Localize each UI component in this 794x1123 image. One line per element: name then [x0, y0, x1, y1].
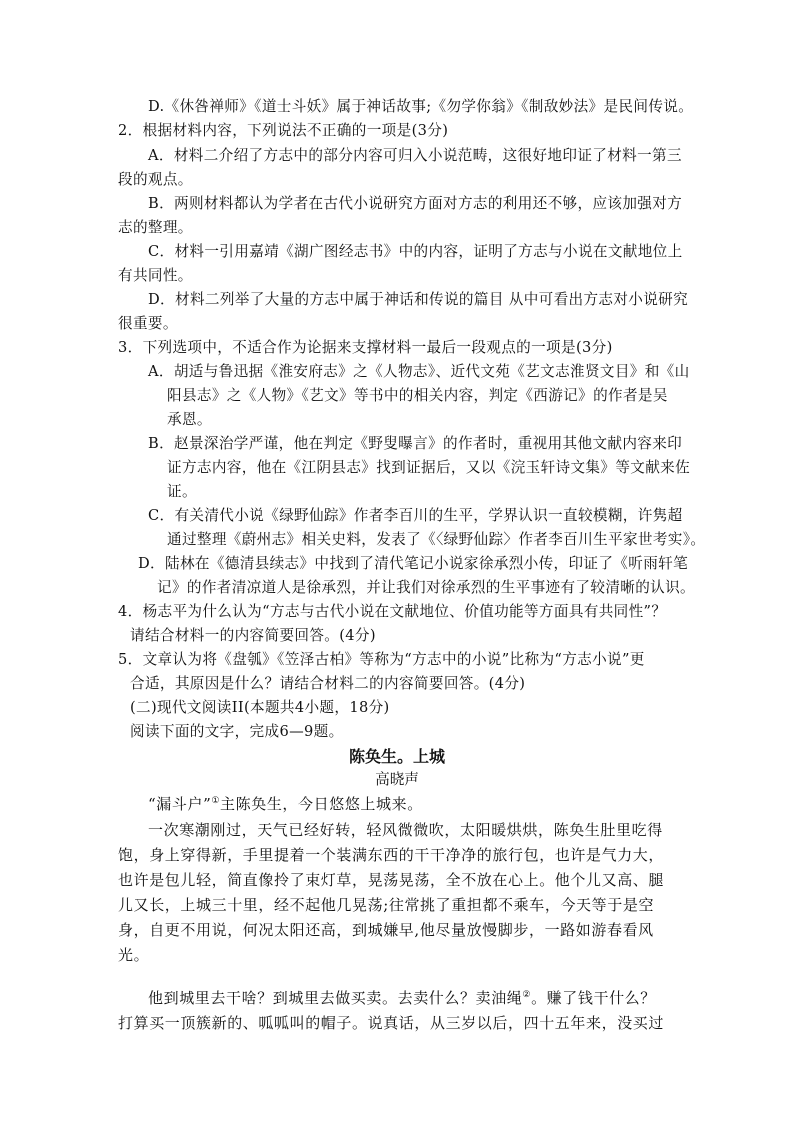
q3-option-a-line2: 阳县志》之《人物》《艺文》等书中的相关内容，判定《西游记》的作者是吴: [167, 387, 668, 404]
q1-option-d: D.《休咎禅师》《道士斗妖》属于神话故事;《勿学你翁》《制敌妙法》是民间传说。: [148, 98, 694, 115]
story-title: 陈奂生。上城: [348, 747, 445, 766]
story-p2-line1: 一次寒潮刚过，天气已经好转，轻风微微吹，太阳暖烘烘，陈奂生肚里吃得: [148, 821, 663, 839]
footnote-marker-1: ①: [211, 796, 221, 806]
section-heading: (二)现代文阅读II(本题共4小题，18分): [130, 699, 390, 716]
story-p3-line1: 他到城里去干啥？到城里去做买卖。去卖什么？卖油绳②。赚了钱干什么？: [148, 989, 656, 1007]
q2-option-c-line1: C．材料一引用嘉靖《湖广图经志书》中的内容，证明了方志与小说在文献地位上: [148, 243, 683, 260]
q3-stem: 3．下列选项中，不适合作为论据来支撑材料一最后一段观点的一项是(3分): [118, 339, 613, 356]
q2-option-d-line1: D．材料二列举了大量的方志中属于神话和传说的篇目 从中可看出方志对小说研究: [148, 291, 689, 308]
q3-option-c-line1: C．有关清代小说《绿野仙踪》作者李百川的生平，学界认识一直较模糊，许隽超: [148, 507, 683, 524]
story-p1: “漏斗户”①主陈奂生，今日悠悠上城来。: [148, 795, 423, 813]
story-p2-line3: 也许是包儿轻，简直像拎了束灯草，晃荡晃荡，全不放在心上。他个儿又高、腿: [118, 871, 665, 889]
q2-stem: 2．根据材料内容，下列说法不正确的一项是(3分): [118, 122, 449, 139]
q3-option-d-line2: 记》的作者清凉道人是徐承烈，并让我们对徐承烈的生平事迹有了较清晰的认识。: [157, 579, 695, 596]
q2-option-c-line2: 有共同性。: [118, 267, 193, 284]
q4-line1: 4．杨志平为什么认为“方志与古代小说在文献地位、价值功能等方面具有共同性”？: [118, 603, 667, 620]
story-p2-line2: 饱，身上穿得新，手里提着一个装满东西的干干净净的旅行包，也许是气力大，: [118, 846, 665, 864]
q2-option-d-line2: 很重要。: [118, 315, 178, 332]
story-p2-line4: 儿又长，上城三十里，经不起他几晃荡;往常挑了重担都不乘车，今天等于是空: [118, 896, 655, 914]
q3-option-d-line1: D．陆林在《德清县续志》中找到了清代笔记小说家徐承烈小传，印证了《听雨轩笔: [138, 555, 689, 572]
q5-line2: 合适，其原因是什么？请结合材料二的内容简要回答。(4分): [130, 675, 526, 692]
q4-line2: 请结合材料一的内容简要回答。(4分): [130, 627, 376, 644]
footnote-marker-2: ②: [522, 990, 532, 1000]
q3-option-a-line3: 承恩。: [167, 411, 212, 428]
story-author: 高晓声: [375, 771, 419, 788]
q3-option-c-line2: 通过整理《蔚州志》相关史料，发表了《〈绿野仙踪〉作者李百川生平家世考实》。: [167, 531, 706, 548]
q5-line1: 5．文章认为将《盘瓠》《笠泽古柏》等称为“方志中的小说”比称为“方志小说”更: [118, 651, 645, 668]
story-p2-line5: 身，自更不用说，何况太阳还高，到城嫌早,他尽量放慢脚步，一路如游春看风: [118, 921, 654, 939]
q2-option-a-line2: 段的观点。: [118, 171, 193, 188]
q2-option-a-line1: A．材料二介绍了方志中的部分内容可归入小说范畴，这很好地印证了材料一第三: [148, 147, 682, 164]
story-p2-line6: 光。: [118, 946, 150, 964]
q2-option-b-line1: B．两则材料都认为学者在古代小说研究方面对方志的利用还不够，应该加强对方: [148, 195, 683, 212]
q3-option-a-line1: A．胡适与鲁迅据《淮安府志》之《人物志》、近代文苑《艺文志淮贤文目》和《山: [148, 363, 690, 380]
section-instruction: 阅读下面的文字，完成6—9题。: [130, 723, 344, 740]
q3-option-b-line3: 证。: [167, 483, 197, 500]
q3-option-b-line1: B．赵景深治学严谨，他在判定《野叟曝言》的作者时，重视用其他文献内容来印: [148, 435, 683, 452]
q2-option-b-line2: 志的整理。: [118, 219, 193, 236]
story-p3-line2: 打算买一顶簇新的、呱呱叫的帽子。说真话，从三岁以后，四十五年来，没买过: [118, 1014, 665, 1032]
q3-option-b-line2: 证方志内容，他在《江阴县志》找到证据后，又以《浣玉轩诗文集》等文献来佐: [167, 459, 691, 476]
